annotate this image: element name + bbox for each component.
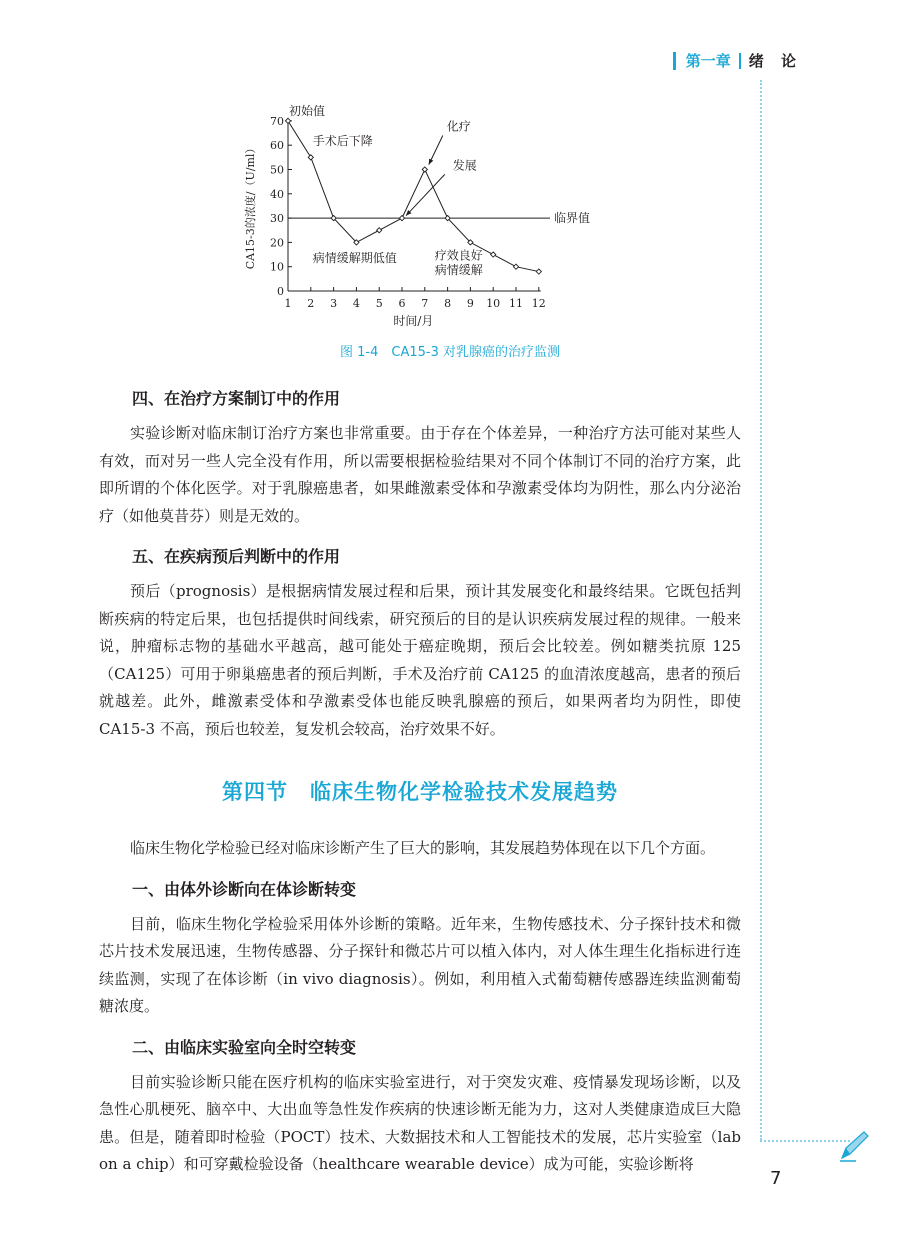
- y-tick-label: 40: [270, 187, 284, 201]
- data-point: [377, 228, 382, 233]
- pencil-icon: [836, 1128, 872, 1164]
- y-tick-label: 70: [270, 114, 284, 128]
- x-tick-label: 7: [421, 297, 429, 310]
- page-number: 7: [770, 1168, 782, 1189]
- figure-caption: 图 1-4 CA15-3 对乳腺癌的治疗监测: [340, 345, 560, 360]
- subsection-heading-1: 一、由体外诊断向在体诊断转变: [132, 879, 357, 899]
- annotation-initial: 初始值: [289, 103, 326, 118]
- x-tick-label: 9: [466, 297, 474, 310]
- chapter-title: 绪 论: [748, 52, 802, 70]
- chapter-label: 第一章: [685, 52, 731, 70]
- x-tick-label: 12: [531, 297, 546, 310]
- x-tick-label: 5: [375, 297, 383, 310]
- y-tick-label: 30: [270, 212, 284, 226]
- section-4-paragraph: 实验诊断对临床制订治疗方案也非常重要。由于存在个体差异，一种治疗方法可能对某些人有效，而对另一些人完全没有作用，所以需要根据检验结果对不同个体制订不同的治疗方案，此即所谓的个体化医学。对于乳腺癌患者，如果雌激素受体和孕激素受体均为阴性，那么内分泌治疗（如他莫昔芬）则是无效的。: [99, 424, 741, 525]
- threshold-label: 临界值: [554, 211, 591, 226]
- y-tick-label: 20: [270, 236, 284, 250]
- section-title: 第四节 临床生物化学检验技术发展趋势: [222, 780, 618, 804]
- header-separator: [739, 53, 741, 69]
- x-tick-label: 11: [509, 297, 523, 310]
- margin-rule: [760, 80, 762, 1140]
- y-tick-label: 10: [270, 260, 284, 274]
- x-tick-label: 1: [284, 297, 292, 310]
- header-bar: [673, 52, 676, 70]
- annotation-effective-1: 疗效良好: [434, 248, 483, 263]
- section-heading-5: 五、在疾病预后判断中的作用: [132, 547, 341, 566]
- y-tick-label: 50: [270, 163, 284, 177]
- annotation-effective-2: 病情缓解: [434, 262, 483, 277]
- chart-arrows: [406, 135, 445, 215]
- data-point: [536, 269, 541, 274]
- section-intro: 临床生物化学检验已经对临床诊断产生了巨大的影响，其发展趋势体现在以下几个方面。: [130, 839, 716, 857]
- annotation-progress: 发展: [452, 158, 477, 173]
- ca153-chart: [238, 95, 598, 335]
- data-point: [513, 264, 518, 269]
- main-content: [99, 384, 741, 1191]
- subsection-heading-2: 二、由临床实验室向全时空转变: [132, 1037, 357, 1057]
- section-heading-4: 四、在治疗方案制订中的作用: [132, 389, 341, 408]
- data-point: [308, 155, 313, 160]
- data-point: [491, 252, 496, 257]
- subsection-1-paragraph: 目前，临床生物化学检验采用体外诊断的策略。近年来，生物传感技术、分子探针技术和微芯片技术发展迅速，生物传感器、分子探针和微芯片可以植入体内，对人体生理生化指标进行连续监测，实现了在体诊断（in vivo diagnosis）。例如，利用植入式葡萄糖传感器连续监测葡萄糖浓度。: [99, 914, 741, 1015]
- annotation-arrow: [406, 174, 445, 215]
- x-tick-label: 6: [398, 297, 406, 310]
- y-axis-label: CA15-3的浓度/（U/ml）: [244, 142, 257, 270]
- x-tick-label: 3: [330, 297, 338, 310]
- data-point: [422, 167, 427, 172]
- annotation-surgery: 手术后下降: [312, 134, 373, 149]
- subsection-2-paragraph: 目前实验诊断只能在医疗机构的临床实验室进行，对于突发灾难、疫情暴发现场诊断，以及急性心肌梗死、脑卒中、大出血等急性发作疾病的快速诊断无能为力，这对人类健康造成巨大隐患。但是，随着即时检验（POCT）技术、大数据技术和人工智能技术的发展，芯片实验室（lab on a chip）和可穿戴检验设备（healthcare wearable device）成为可能，实验诊断将: [99, 1072, 741, 1173]
- x-tick-label: 8: [444, 297, 452, 310]
- x-tick-label: 4: [352, 297, 360, 310]
- y-tick-label: 0: [277, 285, 284, 298]
- running-header: [673, 50, 802, 71]
- section-5-paragraph: 预后（prognosis）是根据病情发展过程和后果，预计其发展变化和最终结果。它既包括判断疾病的特定后果，也包括提供时间线索，研究预后的目的是认识疾病发展过程的规律。一般来说，肿瘤标志物的基础水平越高，越可能处于癌症晚期，预后会比较差。例如糖类抗原 125（CA125）可用于卵巢癌患者的预后判断，手术及治疗前 CA125 的血清浓度越高，患者的预后就越差。此外，雌激素受体和孕激素受体也能反映乳腺癌的预后，如果两者均为阴性，即使 CA15-3 不高，预后也较差，复发机会较高，治疗效果不好。: [99, 582, 741, 738]
- y-tick-label: 60: [270, 139, 284, 153]
- data-point: [285, 118, 290, 123]
- x-tick-label: 2: [307, 297, 315, 310]
- x-tick-label: 10: [486, 297, 501, 310]
- data-point: [399, 216, 404, 221]
- annotation-remission-low: 病情缓解期低值: [312, 250, 397, 265]
- x-axis-label: 时间/月: [393, 314, 434, 328]
- annotation-chemo: 化疗: [446, 119, 471, 134]
